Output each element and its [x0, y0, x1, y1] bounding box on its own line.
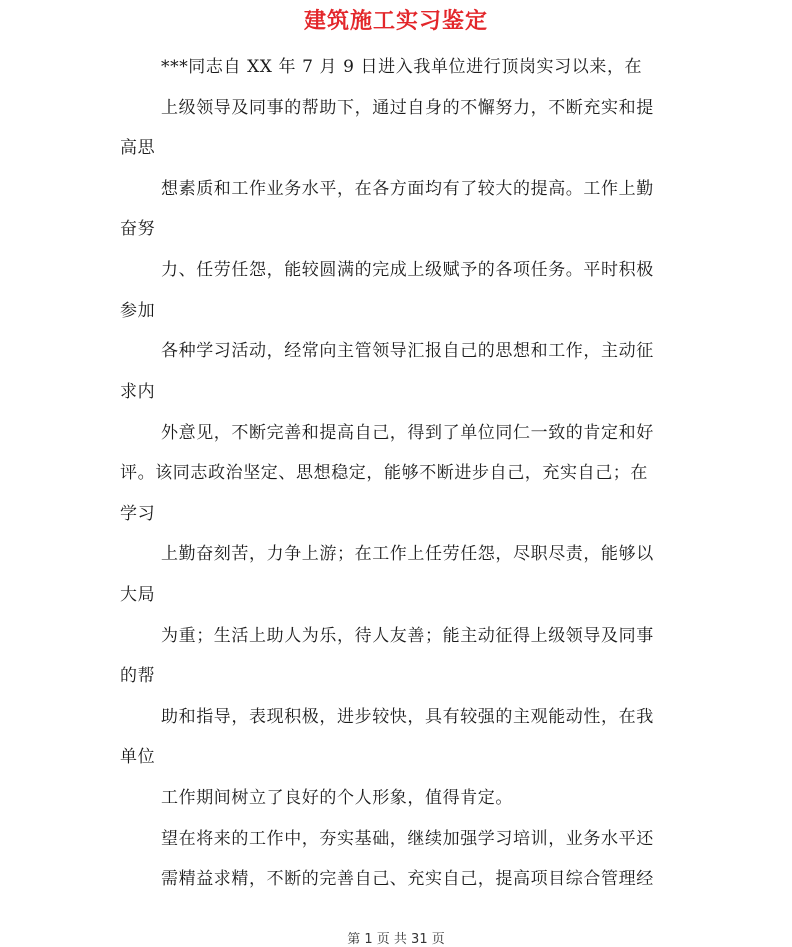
- text-line: ***同志自 XX 年 7 月 9 日进入我单位进行顶岗实习以来，在: [161, 57, 643, 77]
- text-line: 各种学习活动，经常向主管领导汇报自己的思想和工作，主动征: [161, 341, 654, 361]
- text-line: 的帮: [120, 666, 156, 686]
- text-line: 工作期间树立了良好的个人形象，值得肯定。: [161, 788, 513, 808]
- text-line: 上级领导及同事的帮助下，通过自身的不懈努力，不断充实和提: [161, 98, 654, 118]
- text-line: 大局: [120, 585, 156, 605]
- text-line: 求内: [120, 382, 156, 402]
- document-title: 建筑施工实习鉴定: [303, 8, 488, 34]
- text-line: 想素质和工作业务水平，在各方面均有了较大的提高。工作上勤: [161, 179, 654, 199]
- text-line: 参加: [120, 301, 156, 321]
- text-line: 学习: [120, 504, 156, 524]
- text-line: 奋努: [120, 219, 156, 239]
- text-line: 力、任劳任怨，能较圆满的完成上级赋予的各项任务。平时积极: [161, 260, 654, 280]
- text-line: 为重；生活上助人为乐，待人友善；能主动征得上级领导及同事: [161, 626, 654, 646]
- text-line: 助和指导，表现积极，进步较快，具有较强的主观能动性，在我: [161, 707, 654, 727]
- text-line: 需精益求精，不断的完善自己、充实自己，提高项目综合管理经: [161, 869, 654, 889]
- page-number-footer: 第 1 页 共 31 页: [347, 932, 445, 947]
- text-line: 评。该同志政治坚定、思想稳定，能够不断进步自己，充实自己；在: [120, 463, 648, 483]
- text-line: 外意见，不断完善和提高自己，得到了单位同仁一致的肯定和好: [161, 423, 654, 443]
- text-line: 望在将来的工作中，夯实基础，继续加强学习培训，业务水平还: [161, 829, 654, 849]
- text-line: 单位: [120, 747, 156, 767]
- text-line: 上勤奋刻苦，力争上游；在工作上任劳任怨，尽职尽责，能够以: [161, 544, 654, 564]
- text-line: 高思: [120, 138, 156, 158]
